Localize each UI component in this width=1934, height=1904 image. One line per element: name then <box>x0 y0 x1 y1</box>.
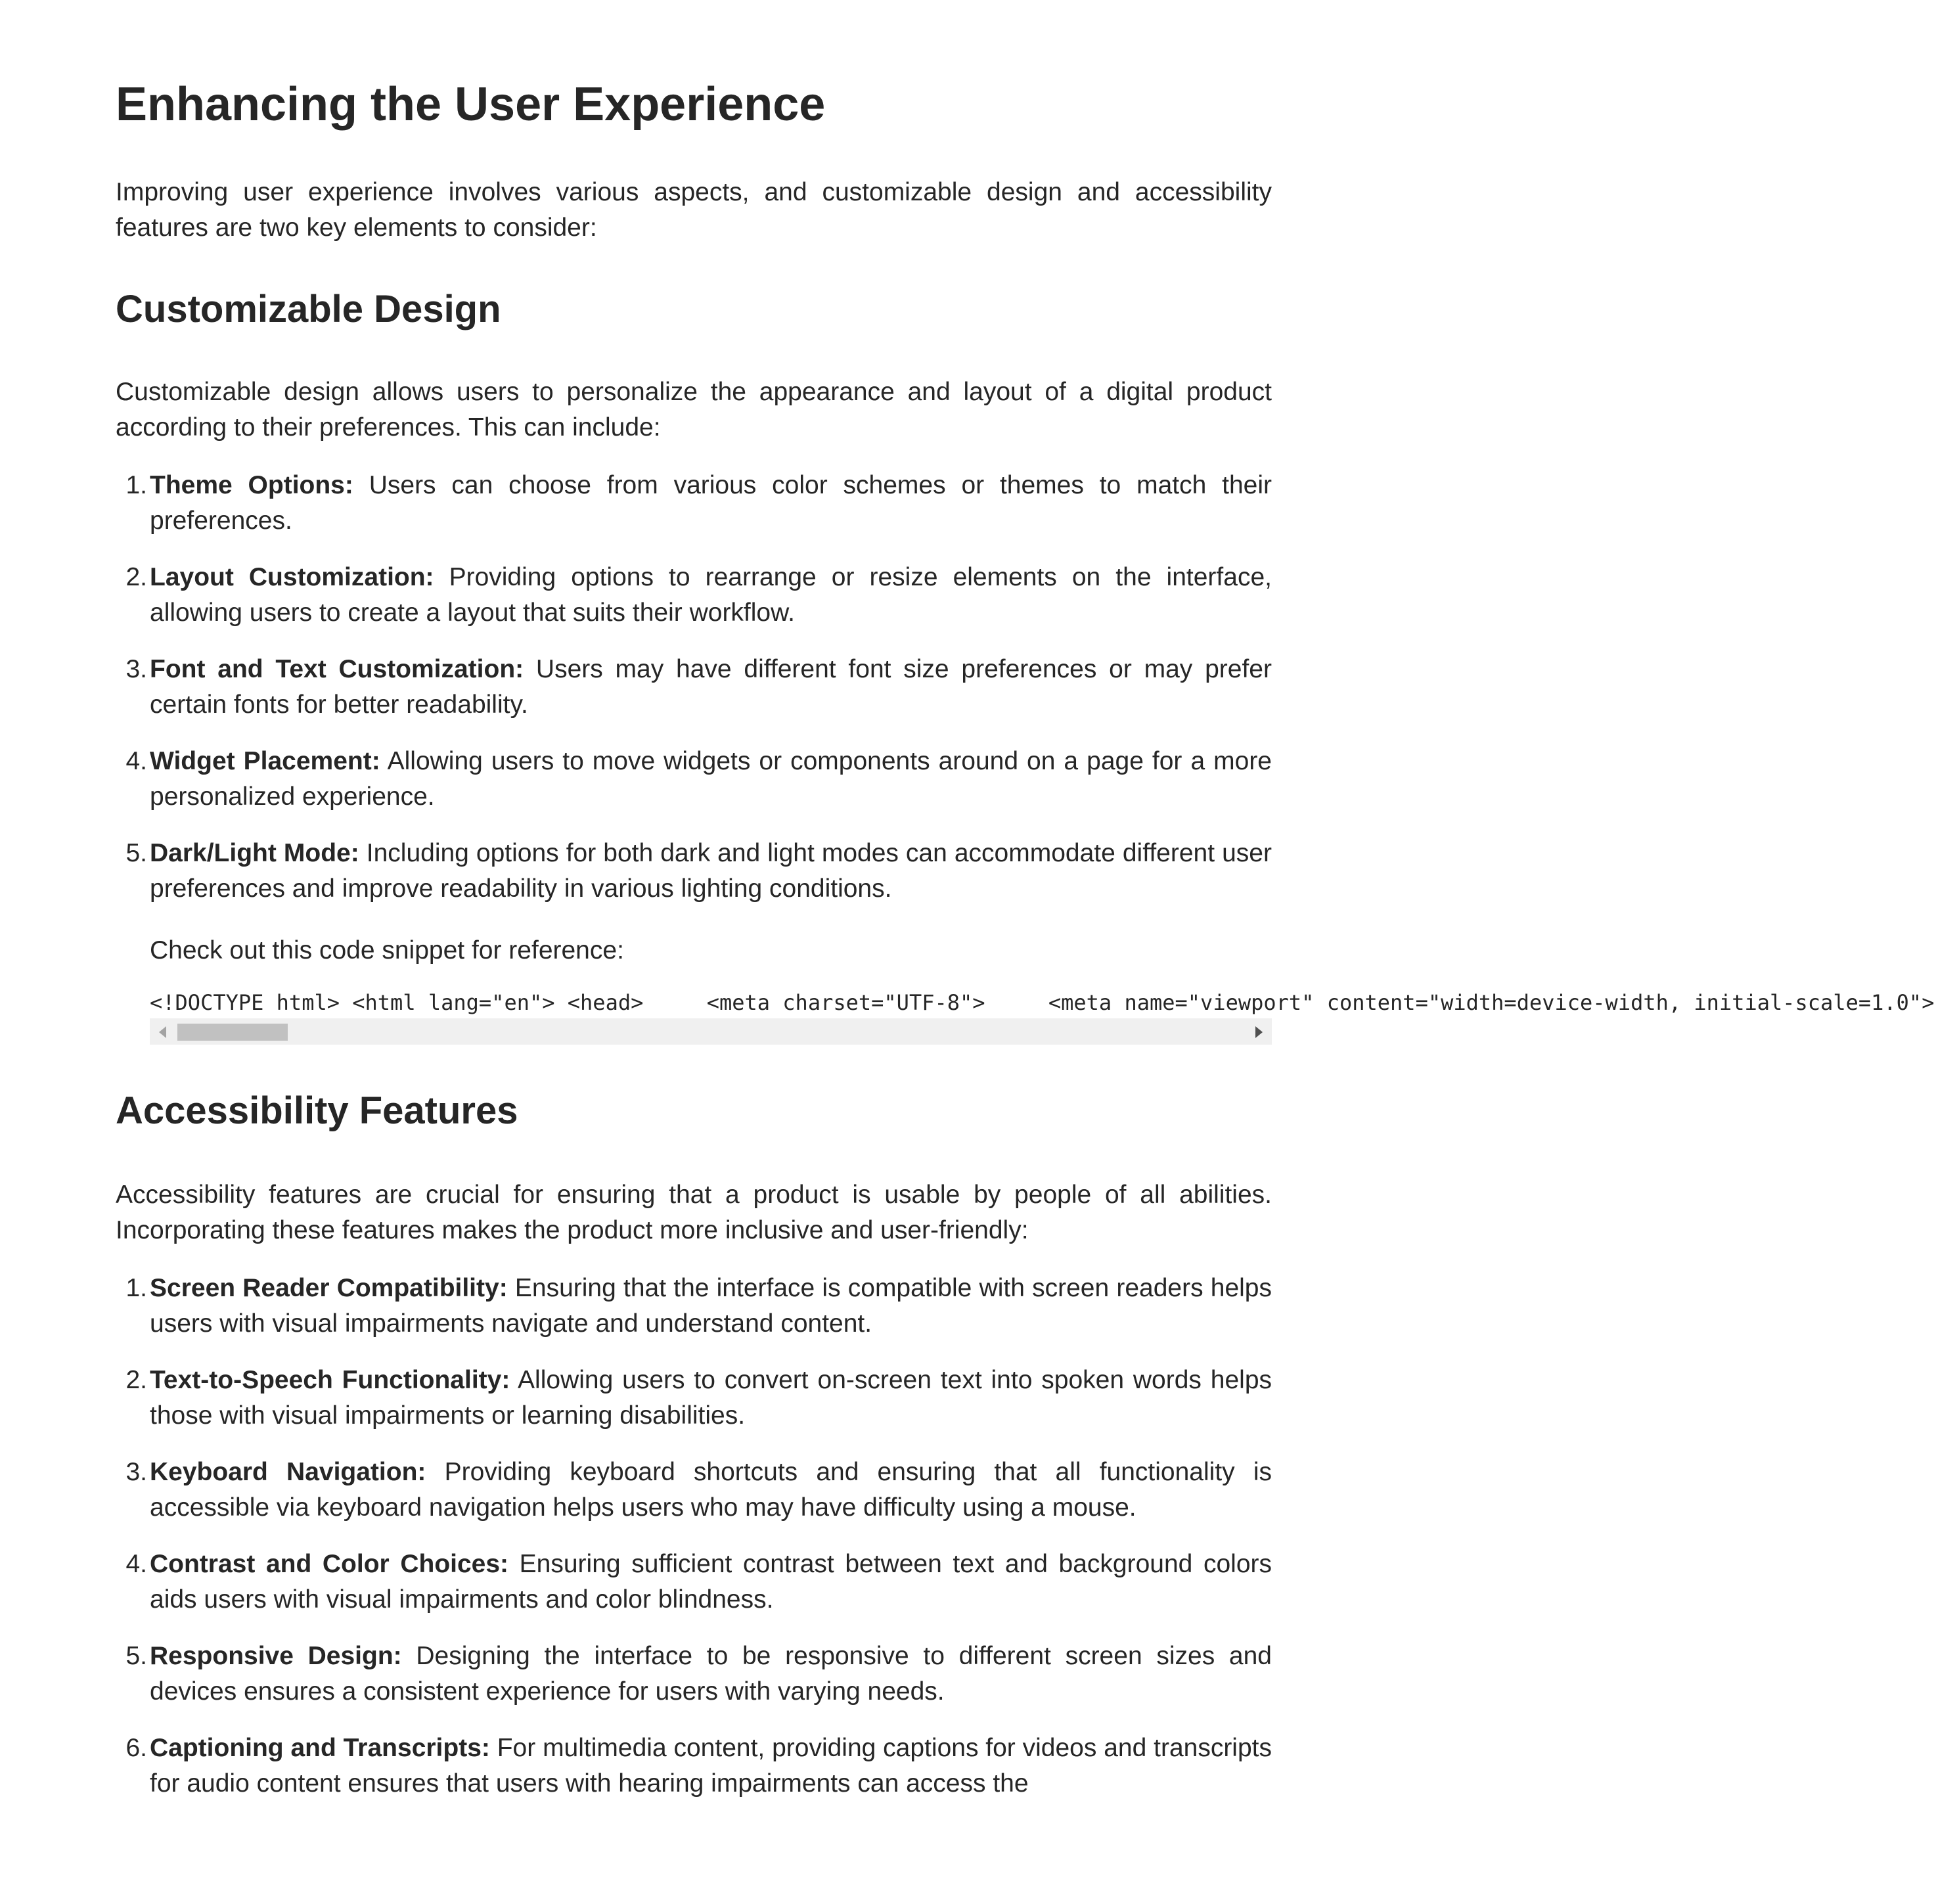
list-number: 6. <box>125 1734 147 1762</box>
code-block[interactable] <box>150 987 1934 1045</box>
customizable-list <box>116 468 1272 928</box>
list-item-term: Screen Reader Compatibility: <box>150 1274 508 1302</box>
accessibility-intro-paragraph: Accessibility features are crucial for ensuring that a product is usable by people of all abilities. Incorporating these features makes the product more inclusive and user-friendly: <box>116 1181 1272 1244</box>
scroll-thumb[interactable] <box>177 1024 288 1041</box>
list-number: 3. <box>125 1458 147 1486</box>
list-item-text: For multimedia content, providing captions for videos and transcripts for audio content ensures that users with hearing impairments can access the <box>150 1734 1272 1798</box>
list-item-term: Font and Text Customization: <box>150 655 524 683</box>
list-number: 1. <box>125 1274 147 1302</box>
list-item-term: Dark/Light Mode: <box>150 839 359 867</box>
list-item-text: Ensuring sufficient contrast between text and background colors aids users with visual impairments and color blindness. <box>150 1550 1272 1614</box>
customizable-intro-paragraph: Customizable design allows users to personalize the appearance and layout of a digital product according to their preferences. This can include: <box>116 378 1272 442</box>
list-item <box>116 652 1272 723</box>
list-item <box>116 1363 1272 1434</box>
list-item <box>116 1547 1272 1618</box>
list-number: 4. <box>125 747 147 775</box>
list-number: 5. <box>125 1642 147 1670</box>
list-item-term: Text-to-Speech Functionality: <box>150 1366 510 1394</box>
list-item-text: Allowing users to convert on-screen text into spoken words helps those with visual impairments or learning disabilities. <box>150 1366 1272 1430</box>
horizontal-scrollbar[interactable] <box>150 1018 1272 1045</box>
list-item-text: Designing the interface to be responsive to different screen sizes and devices ensures a consistent experience for users with varying needs. <box>150 1642 1272 1706</box>
list-item-text: Ensuring that the interface is compatible with screen readers helps users with visual impairments navigate and understand content. <box>150 1274 1272 1338</box>
code-snippet-note: Check out this code snippet for reference: <box>150 936 624 964</box>
page-title: Enhancing the User Experience <box>116 78 826 131</box>
scroll-right-arrow-icon[interactable] <box>1255 1026 1263 1038</box>
list-item-term: Contrast and Color Choices: <box>150 1550 509 1578</box>
list-item-text: Providing options to rearrange or resize elements on the interface, allowing users to create a layout that suits their workflow. <box>150 563 1272 627</box>
list-number: 4. <box>125 1550 147 1578</box>
code-text: <!DOCTYPE html> <html lang="en"> <head> <meta charset="UTF-8"> <meta name="viewport" content="width=device-width, initial-scale=1.0"> <box>150 990 1934 1015</box>
list-item <box>116 1731 1272 1802</box>
list-item <box>116 468 1272 539</box>
list-item-term: Layout Customization: <box>150 563 434 591</box>
list-item <box>116 836 1272 907</box>
list-item <box>116 560 1272 631</box>
list-item <box>116 744 1272 815</box>
list-number: 5. <box>125 839 147 867</box>
list-item-term: Keyboard Navigation: <box>150 1458 426 1486</box>
accessibility-list <box>116 1271 1272 1823</box>
list-item-text: Allowing users to move widgets or components around on a page for a more personalized experience. <box>150 747 1272 811</box>
list-item-text: Users can choose from various color schemes or themes to match their preferences. <box>150 471 1272 535</box>
list-number: 2. <box>125 1366 147 1394</box>
list-number: 1. <box>125 471 147 499</box>
list-item-term: Responsive Design: <box>150 1642 402 1670</box>
intro-paragraph: Improving user experience involves various aspects, and customizable design and accessibility features are two key elements to consider: <box>116 178 1272 242</box>
list-item-text: Providing keyboard shortcuts and ensuring that all functionality is accessible via keyboard navigation helps users who may have difficulty using a mouse. <box>150 1458 1272 1522</box>
section-heading-customizable: Customizable Design <box>116 288 501 330</box>
list-item <box>116 1271 1272 1342</box>
scroll-left-arrow-icon[interactable] <box>159 1026 166 1038</box>
list-item-text: Including options for both dark and light modes can accommodate different user preferences and improve readability in various lighting conditions. <box>150 839 1272 903</box>
section-heading-accessibility: Accessibility Features <box>116 1089 518 1132</box>
list-item-term: Theme Options: <box>150 471 353 499</box>
list-item-term: Widget Placement: <box>150 747 380 775</box>
list-number: 3. <box>125 655 147 683</box>
list-item-text: Users may have different font size preferences or may prefer certain fonts for better readability. <box>150 655 1272 719</box>
list-item <box>116 1639 1272 1710</box>
list-number: 2. <box>125 563 147 591</box>
list-item-term: Captioning and Transcripts: <box>150 1734 490 1762</box>
list-item <box>116 1455 1272 1526</box>
